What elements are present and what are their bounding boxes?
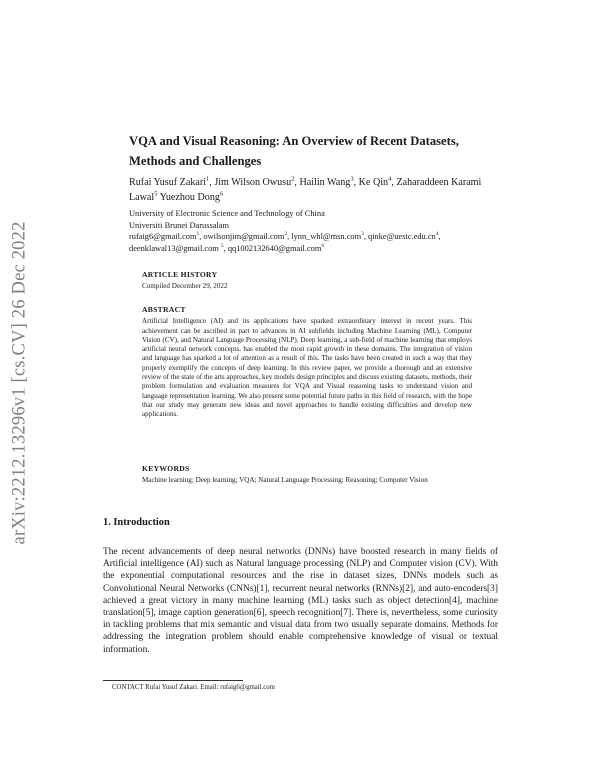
footnote-rule (103, 680, 243, 681)
author-list: Rufai Yusuf Zakari$^1$, Jim Wilson Owusu$^2$, Hailin Wang$^3$, Ke Qin$^4$, Zaharaddeen Karami Lawal$^5$ Yuezhou Dong$^6$ (129, 175, 482, 203)
article-history-heading: ARTICLE HISTORY (142, 270, 218, 279)
keywords-heading: KEYWORDS (142, 464, 190, 473)
affiliation-line: Universiti Brunei Darussalam (129, 220, 230, 230)
arxiv-identifier: arXiv:2212.13296v1 [cs.CV] 26 Dec 2022 (9, 221, 30, 545)
arxiv-stamp (0, 208, 40, 558)
article-history-text: Compiled December 29, 2022 (142, 282, 228, 291)
abstract (142, 305, 472, 420)
paper-title: VQA and Visual Reasoning: An Overview of Recent Datasets, Methods and Challenges (129, 134, 459, 168)
introduction-text: The recent advancements of deep neural networks (DNNs) have boosted research in many fields of Artificial intelligence (AI) such as Natural language processing (NLP) and Computer vision (CV). With the exponential computational resources and the rise in dataset sizes, DNNs models such as Convolutional Neural Networks (CNNs)[1], recurrent neural networks (RNNs)[2], and auto-encoders[3] achieved a great victory in many machine learning (ML) tasks such as object detection[4], machine translation[5], image caption generation[6], speech recognition[7]. There is, nevertheless, some curiosity in tackling problems that mix semantic and visual data from two usually separate domains. Methods for addressing the integration problem should enable comprehensive knowledge of visual or textual information. (103, 547, 498, 655)
email-line: rufaig6@gmail.com$^1$, owilsonjim@gmail.com$^2$, lynn_whl@msn.com$^3$, $qinke@uestc.edu.cn^4$, (129, 231, 441, 242)
contact-footnote: CONTACT Rufai Yusuf Zakari. Email: rufaig6@gmail.com (112, 684, 275, 691)
section-heading: 1. Introduction (103, 517, 170, 528)
affiliations (129, 208, 499, 255)
abstract-heading: ABSTRACT (142, 305, 186, 314)
keywords-text: Machine learning; Deep learning; VQA; Natural Language Processing; Reasoning; Computer Vision (142, 476, 428, 485)
affiliation-line: University of Electronic Science and Technology of China (129, 209, 325, 218)
abstract-text: Artificial Intelligence (AI) and its applications have sparked extraordinary interest in recent years. This achievement can be ascribed in part to advances in AI subfields including Machine Learning (ML), Computer Vision (CV), and Natural Language Processing (NLP). Deep learning, a sub-field of machine learning that employs artificial neural network concepts, has enabled the most rapid growth in these domains. The integration of vision and language has sparked a lot of attention as a result of this. The tasks have been created in such a way that they properly exemplify the concepts of deep learning. In this review paper, we provide a thorough and an extensive review of the state of the arts approaches, key models design principles and discuss existing datasets, methods, their problem formulation and evaluation measures for VQA and Visual reasoning tasks to understand vision and language representation learning. We also present some potential future paths in this field of research, with the hope that our study may generate new ideas and novel approaches to handle existing difficulties and develop new applications. (142, 317, 472, 419)
article-history (142, 270, 472, 292)
keywords (142, 464, 472, 486)
email-line: deenklawal13@gmail.com $^5$, qq1002132640@gmail.com$^6$ (129, 243, 325, 254)
